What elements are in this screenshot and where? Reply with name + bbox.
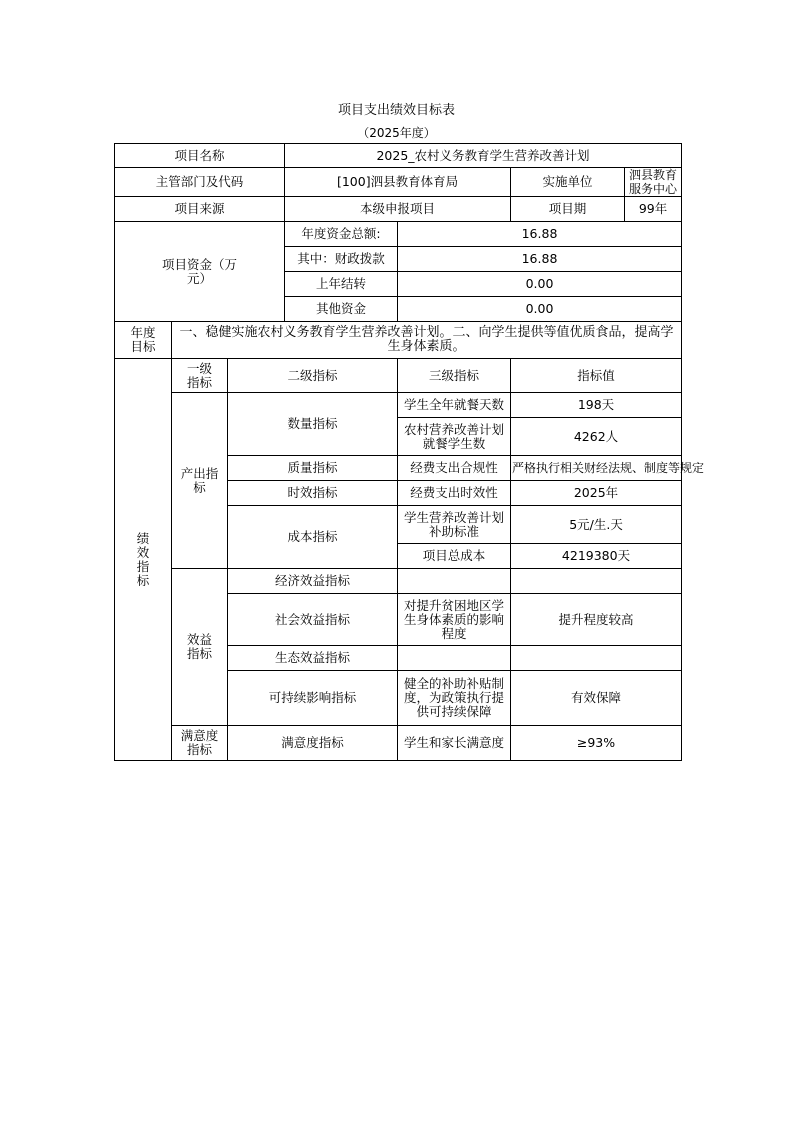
ecological-name <box>398 646 511 671</box>
header-level3: 三级指标 <box>398 359 511 393</box>
sustainable-name: 健全的补助补贴制度，为政策执行提供可持续保障 <box>398 671 511 726</box>
quantity-label: 数量指标 <box>228 393 398 456</box>
header-value: 指标值 <box>511 359 682 393</box>
indicators-section-label: 绩效指标 <box>115 359 172 761</box>
benefit-label: 效益指标 <box>172 569 228 726</box>
satisfaction-sub-label: 满意度指标 <box>228 726 398 761</box>
table-row <box>115 197 682 222</box>
subsidy-value: 5元/生.天 <box>511 506 682 544</box>
sustainable-label: 可持续影响指标 <box>228 671 398 726</box>
meal-days-value: 198天 <box>511 393 682 418</box>
source-label: 项目来源 <box>115 197 285 222</box>
table-row <box>115 144 682 168</box>
economic-label: 经济效益指标 <box>228 569 398 594</box>
students-value: 4262人 <box>511 418 682 456</box>
funds-carryover-value: 0.00 <box>398 272 682 297</box>
output-label: 产出指标 <box>172 393 228 569</box>
period-value: 99年 <box>625 197 682 222</box>
table-row <box>115 569 682 594</box>
table-row <box>115 168 682 197</box>
project-name-label: 项目名称 <box>115 144 285 168</box>
economic-name <box>398 569 511 594</box>
unit-value: 泗县教育服务中心 <box>625 168 682 197</box>
funds-total-label: 年度资金总额: <box>285 222 398 247</box>
ecological-label: 生态效益指标 <box>228 646 398 671</box>
timeliness-label: 时效指标 <box>228 481 398 506</box>
project-name-value: 2025_农村义务教育学生营养改善计划 <box>285 144 682 168</box>
social-value: 提升程度较高 <box>511 594 682 646</box>
funds-other-value: 0.00 <box>398 297 682 322</box>
satisfaction-value: ≥93% <box>511 726 682 761</box>
funds-carryover-label: 上年结转 <box>285 272 398 297</box>
table-row <box>115 359 682 393</box>
page-title: 项目支出绩效目标表 <box>337 103 455 118</box>
students-name: 农村营养改善计划就餐学生数 <box>398 418 511 456</box>
table-row <box>115 393 682 418</box>
funds-total-value: 16.88 <box>398 222 682 247</box>
funds-other-label: 其他资金 <box>285 297 398 322</box>
ecological-value <box>511 646 682 671</box>
quality-value: 严格执行相关财经法规、制度等规定 <box>511 456 682 481</box>
table-row <box>115 726 682 761</box>
satisfaction-name: 学生和家长满意度 <box>398 726 511 761</box>
header-level1: 一级指标 <box>172 359 228 393</box>
meal-days-name: 学生全年就餐天数 <box>398 393 511 418</box>
economic-value <box>511 569 682 594</box>
quality-name: 经费支出合规性 <box>398 456 511 481</box>
table-row <box>115 322 682 359</box>
total-cost-name: 项目总成本 <box>398 544 511 569</box>
goal-text: 一、稳健实施农村义务教育学生营养改善计划。二、向学生提供等值优质食品，提高学生身体素质。 <box>172 322 682 359</box>
period-label: 项目期 <box>511 197 625 222</box>
table-row <box>115 222 682 247</box>
funds-label: 项目资金（万元） <box>115 222 285 322</box>
total-cost-value: 4219380天 <box>511 544 682 569</box>
satisfaction-label: 满意度指标 <box>172 726 228 761</box>
sustainable-value: 有效保障 <box>511 671 682 726</box>
dept-value: [100]泗县教育体育局 <box>285 168 511 197</box>
header-level2: 二级指标 <box>228 359 398 393</box>
dept-label: 主管部门及代码 <box>115 168 285 197</box>
cost-label: 成本指标 <box>228 506 398 569</box>
goal-label: 年度目标 <box>115 322 172 359</box>
page-subtitle: （2025年度） <box>357 126 436 140</box>
quality-label: 质量指标 <box>228 456 398 481</box>
social-name: 对提升贫困地区学生身体素质的影响程度 <box>398 594 511 646</box>
source-value: 本级申报项目 <box>285 197 511 222</box>
timeliness-value: 2025年 <box>511 481 682 506</box>
social-label: 社会效益指标 <box>228 594 398 646</box>
funds-fiscal-value: 16.88 <box>398 247 682 272</box>
unit-label: 实施单位 <box>511 168 625 197</box>
timeliness-name: 经费支出时效性 <box>398 481 511 506</box>
performance-table <box>114 143 705 761</box>
funds-fiscal-label: 其中：财政拨款 <box>285 247 398 272</box>
subsidy-name: 学生营养改善计划补助标准 <box>398 506 511 544</box>
